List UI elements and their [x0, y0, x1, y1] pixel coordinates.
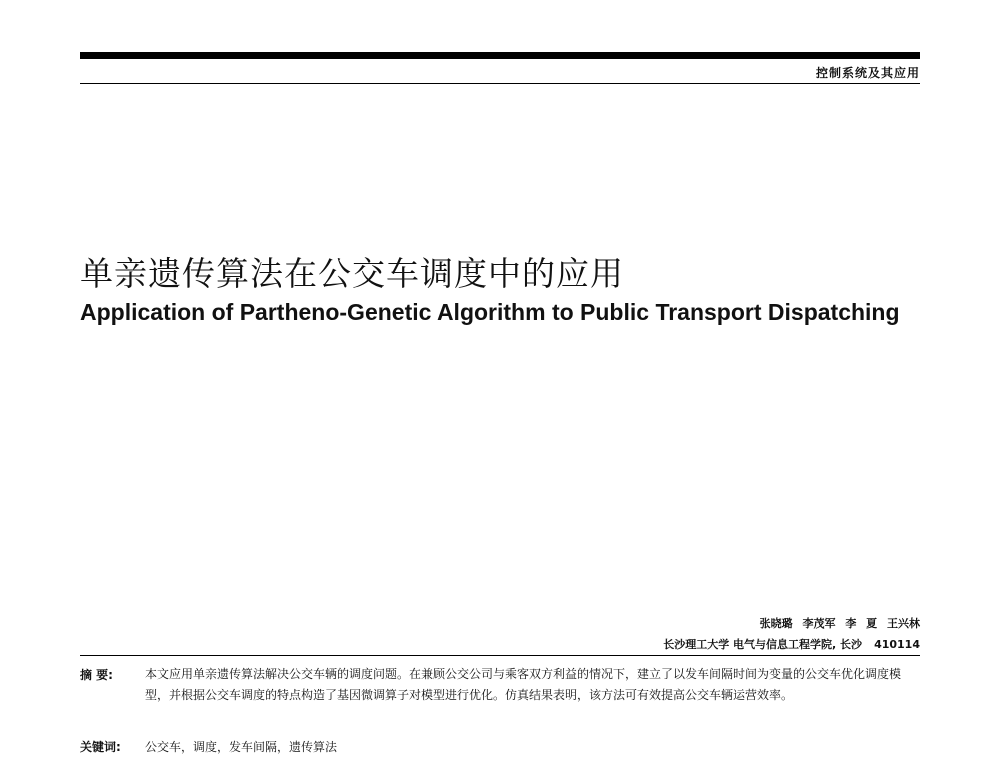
abstract-text: 本文应用单亲遗传算法解决公交车辆的调度问题。在兼顾公交公司与乘客双方利益的情况下，建立了以发车间隔时间为变量的公交车优化调度模型，并根据公交车调度的特点构造了基因微调算子对模型进行优化。仿真结果表明，该方法可有效提高公交车辆运营效率。	[145, 667, 902, 702]
header-thin-rule	[80, 83, 920, 84]
affiliation-org: 长沙理工大学 电气与信息工程学院, 长沙	[663, 638, 863, 651]
section-label: 控制系统及其应用	[815, 66, 920, 80]
keywords-label: 关键词:	[80, 740, 121, 754]
affiliation	[663, 636, 920, 652]
keywords-text: 公交车，调度，发车间隔，遗传算法	[145, 740, 338, 754]
header-thick-rule	[80, 52, 920, 59]
abstract-rule	[80, 655, 920, 656]
title-english: Application of Partheno-Genetic Algorithm to Public Transport Dispatching	[80, 299, 900, 325]
affiliation-postcode: 410114	[874, 638, 920, 651]
abstract-label: 摘 要:	[80, 668, 113, 682]
authors: 张晓璐 李茂军 李 夏 王兴林	[759, 617, 920, 630]
title-chinese: 单亲遗传算法在公交车调度中的应用	[80, 254, 624, 293]
